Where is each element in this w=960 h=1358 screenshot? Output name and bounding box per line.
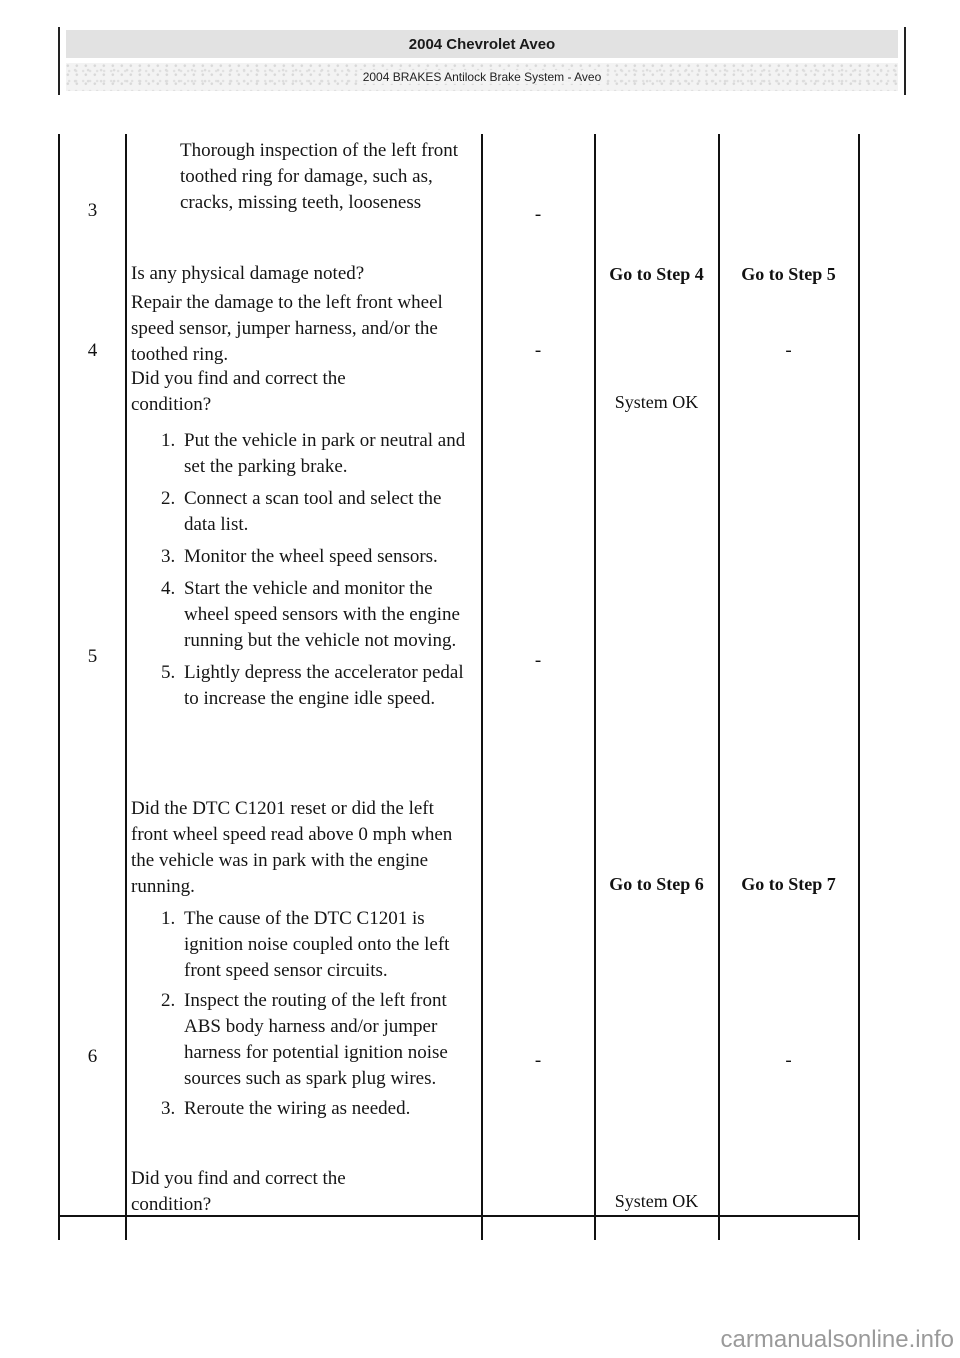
list-item: 4. Start the vehicle and monitor the wheel speed sensors with the engine running but the vehicle not moving. (180, 576, 476, 654)
step-question: Did the DTC C1201 reset or did the left front wheel speed read above 0 mph when the vehicle was in park with the engine running. (131, 798, 453, 897)
go-to-step-5-link[interactable]: Go to Step 5 (741, 264, 836, 284)
go-to-step-7-link[interactable]: Go to Step 7 (741, 874, 836, 894)
result-no: - (785, 1050, 792, 1071)
table-border-left (58, 134, 60, 1240)
step-question: Did you find and correct the condition? (131, 368, 346, 415)
result-no: - (785, 340, 792, 361)
step-description: Thorough inspection of the left front toothed ring for damage, such as, cracks, missing teeth, looseness (180, 140, 459, 213)
list-item: 1. Put the vehicle in park or neutral and set the parking brake. (180, 428, 476, 480)
go-to-step-6-link[interactable]: Go to Step 6 (609, 874, 704, 894)
table-border-right (858, 134, 860, 1240)
document-title: 2004 Chevrolet Aveo (66, 30, 898, 58)
value-cell: - (534, 204, 542, 225)
step-action: Repair the damage to the left front wheel speed sensor, jumper harness, and/or the toothed ring. (131, 292, 443, 365)
step-number: 3 (87, 200, 98, 221)
value-cell: - (534, 1050, 542, 1071)
go-to-step-4-link[interactable]: Go to Step 4 (609, 264, 704, 284)
value-cell: - (534, 650, 542, 671)
step-number: 5 (87, 646, 98, 667)
list-item: 3. Monitor the wheel speed sensors. (180, 544, 476, 570)
step-instructions-list (130, 428, 476, 718)
step-number: 4 (87, 340, 98, 361)
column-divider-1 (125, 134, 127, 1240)
step-instructions-list (130, 906, 476, 1126)
step-number: 6 (87, 1046, 98, 1067)
list-item: 2. Connect a scan tool and select the data list. (180, 486, 476, 538)
result-system-ok: System OK (614, 392, 699, 412)
step-question: Did you find and correct the condition? (131, 1168, 346, 1215)
list-item: 1. The cause of the DTC C1201 is ignition noise coupled onto the left front speed sensor circuits. (180, 906, 476, 984)
column-divider-4 (718, 134, 720, 1240)
list-item: 3. Reroute the wiring as needed. (180, 1096, 476, 1122)
list-item: 5. Lightly depress the accelerator pedal to increase the engine idle speed. (180, 660, 476, 712)
column-divider-2 (481, 134, 483, 1240)
result-system-ok: System OK (614, 1191, 699, 1211)
document-subtitle-text: 2004 BRAKES Antilock Brake System - Aveo (359, 70, 606, 84)
watermark: carmanualsonline.info (720, 1326, 954, 1353)
page-header (58, 27, 906, 95)
value-cell: - (534, 340, 542, 361)
column-divider-3 (594, 134, 596, 1240)
step-question: Is any physical damage noted? (131, 263, 365, 284)
document-subtitle (66, 63, 898, 91)
list-item: 2. Inspect the routing of the left front ABS body harness and/or jumper harness for potential ignition noise sources such as spark plug wires. (180, 988, 476, 1092)
